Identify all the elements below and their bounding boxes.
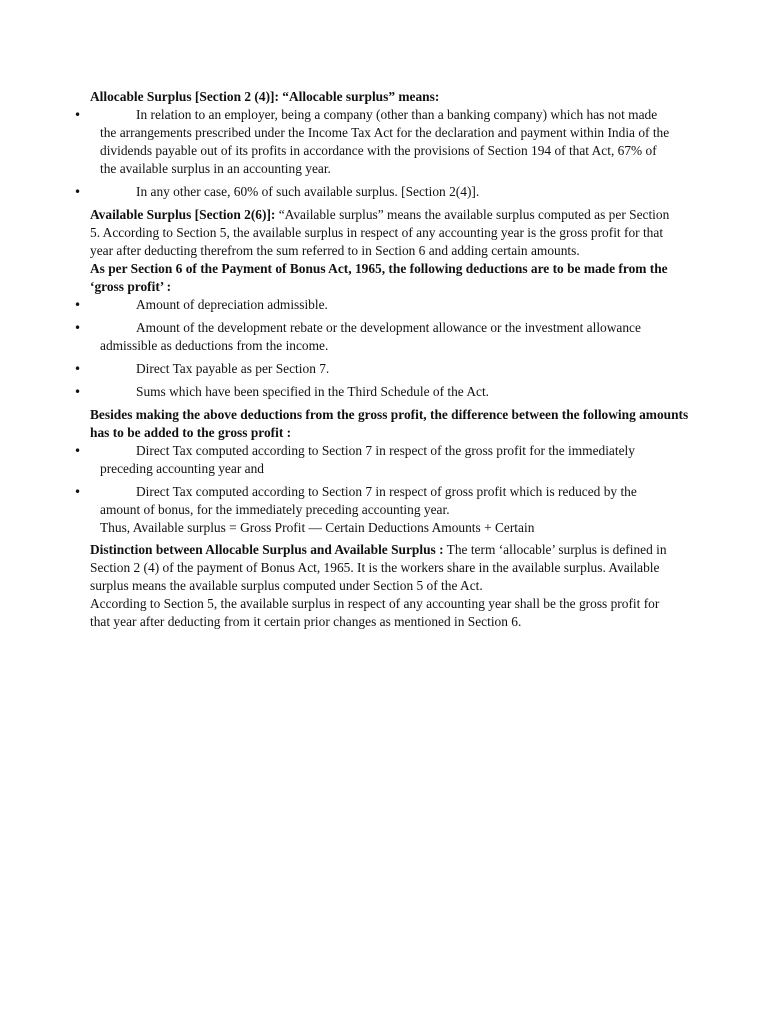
- list-item-text: Direct Tax computed according to Section 7 in respect of gross profit which is reduced by the amount of bonus, for the immediately preceding accounting year.: [100, 484, 637, 517]
- list-item: [74, 296, 670, 314]
- list-item: [74, 360, 670, 378]
- list-item-text: In any other case, 60% of such available surplus. [Section 2(4)].: [136, 184, 480, 199]
- bullet-icon: •: [74, 485, 82, 499]
- available-surplus-heading: Available Surplus [Section 2(6)]:: [90, 207, 276, 222]
- bullet-icon: •: [74, 444, 82, 458]
- available-surplus-text: “Available surplus” means the available surplus computed as per Section 5. According to Section 5, the available surplus in respect of any accounting year is the gross profit for that year after deducting therefrom the sum referred to in Section 6 and adding certain amounts.: [90, 207, 670, 258]
- distinction-heading: Distinction between Allocable Surplus and Available Surplus :: [90, 542, 444, 557]
- distinction-paragraph: [90, 541, 680, 595]
- bullet-icon: •: [74, 298, 82, 312]
- list-item: [74, 483, 670, 519]
- bullet-icon: •: [74, 108, 82, 122]
- allocable-surplus-list: [0, 106, 768, 201]
- bullet-icon: •: [74, 321, 82, 335]
- deductions-heading: As per Section 6 of the Payment of Bonus Act, 1965, the following deductions are to be made from the ‘gross profit’ :: [90, 261, 668, 294]
- list-item-text: Direct Tax computed according to Section 7 in respect of the gross profit for the immediately preceding accounting year and: [100, 443, 635, 476]
- list-item: [74, 383, 670, 401]
- list-item: [74, 106, 670, 178]
- list-item-text: Direct Tax payable as per Section 7.: [136, 361, 330, 376]
- document-page: [0, 88, 768, 631]
- formula-line: Thus, Available surplus = Gross Profit — Certain Deductions Amounts + Certain: [100, 520, 535, 535]
- list-item-text: In relation to an employer, being a company (other than a banking company) which has not made the arrangements prescribed under the Income Tax Act for the declaration and payment within India of the dividends payable out of its profits in accordance with the provisions of Section 194 of that Act, 67% of the available surplus in an accounting year.: [100, 107, 670, 176]
- distinction-paragraph-2: According to Section 5, the available surplus in respect of any accounting year shall be the gross profit for that year after deducting from it certain prior changes as mentioned in Section 6.: [90, 596, 660, 629]
- available-surplus-paragraph: [90, 206, 680, 260]
- list-item-text: Amount of the development rebate or the development allowance or the investment allowance admissible as deductions from the income.: [100, 320, 641, 353]
- bullet-icon: •: [74, 385, 82, 399]
- list-item-text: Sums which have been specified in the Third Schedule of the Act.: [136, 384, 490, 399]
- list-item-text: Amount of depreciation admissible.: [136, 297, 328, 312]
- distinction-text: The term ‘allocable’ surplus is defined in Section 2 (4) of the payment of Bonus Act, 1965. It is the workers share in the available surplus. Available surplus means the available surplus computed under Section 5 of the Act.: [90, 542, 667, 593]
- additions-list: [0, 442, 768, 519]
- deductions-list: [0, 296, 768, 401]
- list-item: [74, 183, 670, 201]
- list-item: [74, 442, 670, 478]
- allocable-surplus-heading: Allocable Surplus [Section 2 (4)]: “Allocable surplus” means:: [90, 89, 440, 104]
- list-item: [74, 319, 670, 355]
- additions-heading: Besides making the above deductions from the gross profit, the difference between the following amounts has to be added to the gross profit :: [90, 407, 689, 440]
- bullet-icon: •: [74, 185, 82, 199]
- bullet-icon: •: [74, 362, 82, 376]
